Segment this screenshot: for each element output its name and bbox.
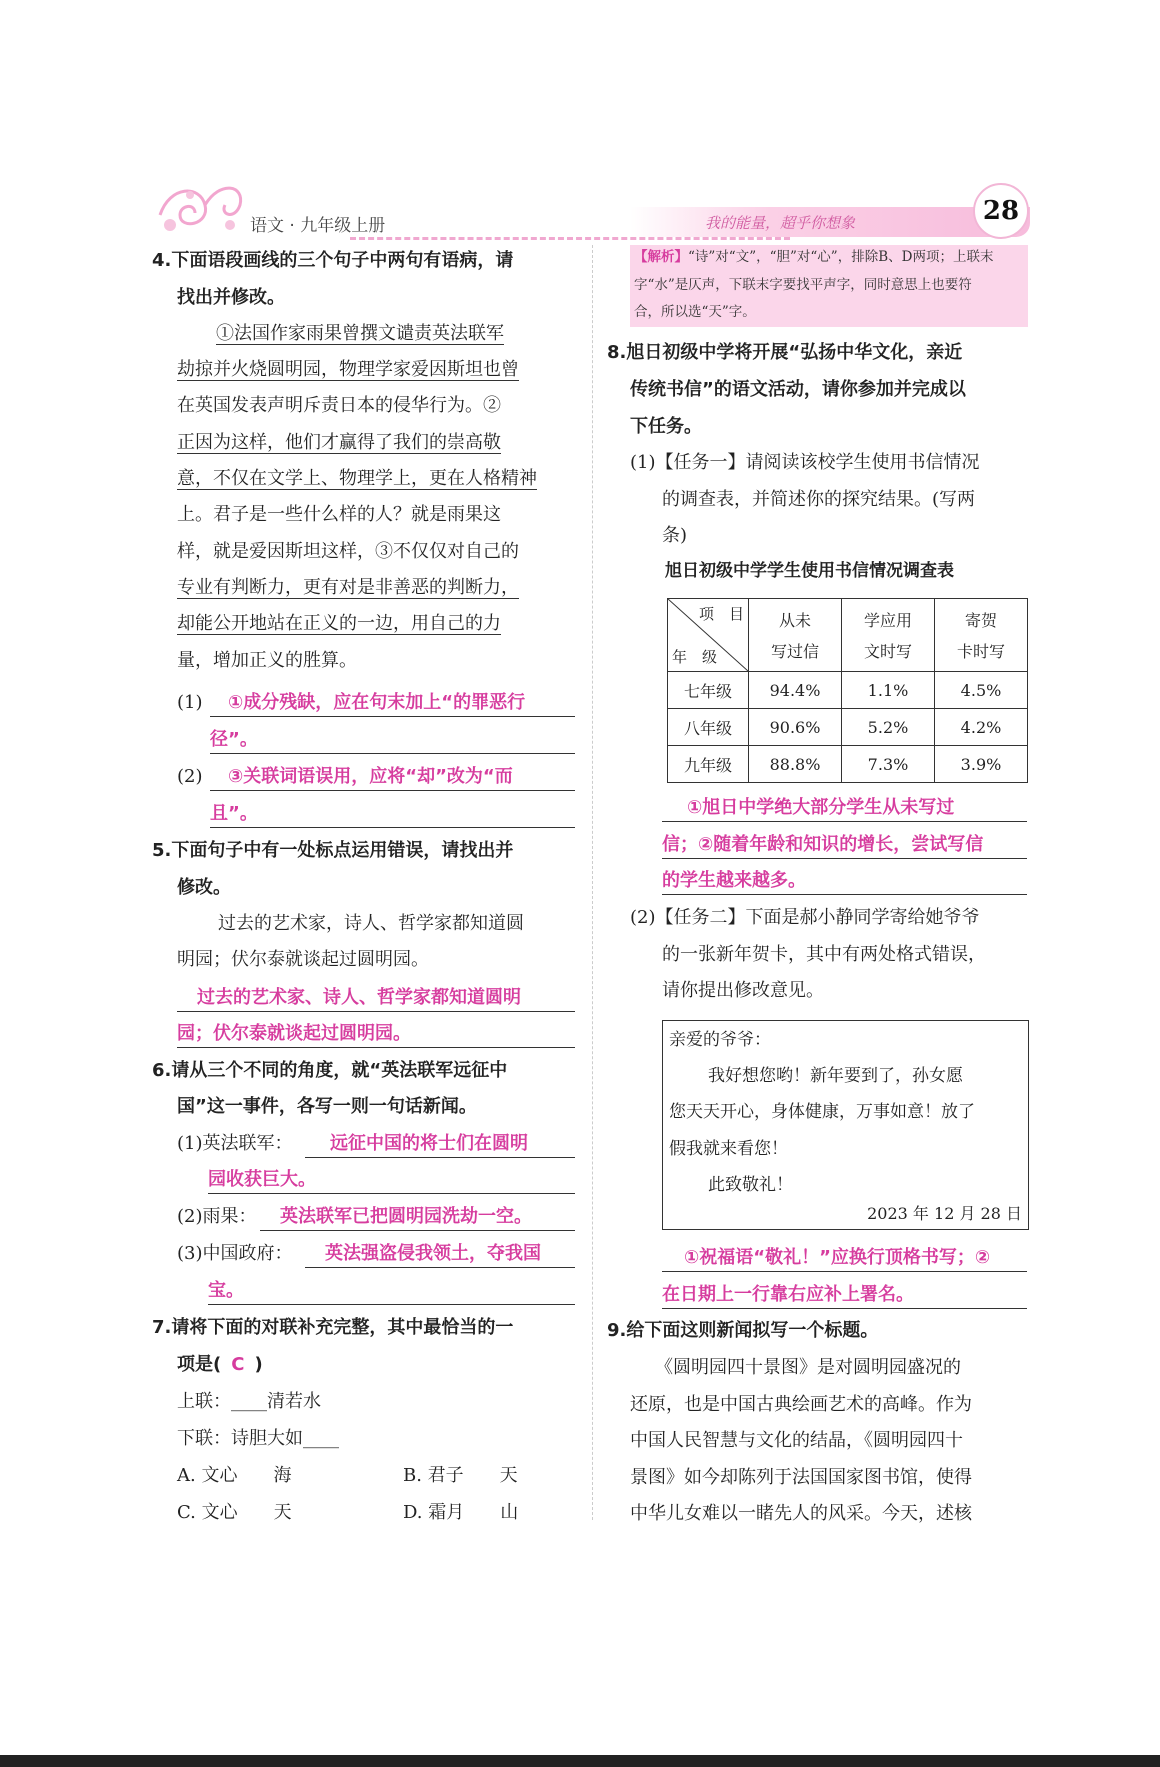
- q5-sentence-cont: 明园；伏尔泰就谈起过圆明园。: [177, 949, 429, 970]
- q6-stem-2: 国”这一事件，各写一则一句话新闻。: [177, 1096, 477, 1117]
- q4-answer-2: ③关联词语误用，应将“却”改为“而: [210, 764, 575, 791]
- analysis-box: [630, 245, 1028, 327]
- q9-news-line: 中华儿女难以一睹先人的风采。今天，述核: [630, 1503, 972, 1524]
- column-divider: [592, 245, 593, 1520]
- q8-task-2: (2)【任务二】下面是郝小静同学寄给她爷爷: [630, 907, 980, 928]
- q6-item-3-label: (3)中国政府：: [177, 1243, 293, 1264]
- analysis-tag: 【解析】: [634, 249, 688, 265]
- q5-answer-cont: 园；伏尔泰就谈起过圆明园。: [177, 1021, 575, 1048]
- q4-passage-line: 正因为这样，他们才赢得了我们的崇高敬: [177, 432, 501, 453]
- greeting-card: [662, 1020, 1029, 1230]
- page-number: 28: [973, 183, 1029, 239]
- q6-item-1-answer: 远征中国的将士们在圆明: [305, 1131, 575, 1158]
- q8-task-2-cont: 的一张新年贺卡，其中有两处格式错误，: [662, 944, 986, 965]
- slogan: 我的能量，超乎你想象: [705, 214, 856, 232]
- q9-news-line: 还原，也是中国古典绘画艺术的高峰。作为: [630, 1394, 972, 1415]
- q6-item-1-answer-cont: 园收获巨大。: [208, 1167, 575, 1194]
- q5-stem-2: 修改。: [177, 877, 231, 898]
- survey-table: [667, 598, 1028, 783]
- q5-answer: 过去的艺术家、诗人、哲学家都知道圆明: [177, 985, 575, 1012]
- q8-task-1: (1)【任务一】请阅读该校学生使用书信情况: [630, 452, 980, 473]
- q4-passage-line: 量，增加正义的胜算。: [177, 650, 357, 671]
- card-body: 您天天开心，身体健康，万事如意！放了: [669, 1102, 975, 1122]
- q4-passage-line: 在英国发表声明斥责日本的侵华行为。②: [177, 395, 501, 416]
- q7-option-c: C. 文心 天: [177, 1502, 292, 1523]
- q7-stem-1: 7.请将下面的对联补充完整，其中最恰当的一: [152, 1317, 514, 1338]
- q7-answer: C: [231, 1354, 245, 1375]
- q7-lower-couplet: 下联：诗胆大如____: [177, 1428, 339, 1449]
- q9-news-line: 《圆明园四十景图》是对圆明园盛况的: [655, 1357, 961, 1378]
- table-header-cell: 从未 写过信: [749, 599, 842, 672]
- q8-task-1-answer: ①旭日中学绝大部分学生从未写过: [662, 795, 1027, 822]
- table-row: 九年级 88.8% 7.3% 3.9%: [668, 746, 1028, 783]
- q4-passage-line: 上。君子是一些什么样的人？就是雨果这: [177, 504, 501, 525]
- card-body: 我好想您哟！新年要到了，孙女愿: [708, 1066, 963, 1086]
- q7-option-a: A. 文心 海: [177, 1465, 292, 1486]
- floral-logo-icon: [150, 175, 260, 245]
- q4-passage-line: 样，就是爱因斯坦这样，③不仅仅对自己的: [177, 541, 519, 562]
- card-date: 2023 年 12 月 28 日: [867, 1204, 1022, 1223]
- q4-passage-line: 劫掠并火烧圆明园，物理学家爱因斯坦也曾: [177, 359, 519, 380]
- q6-item-3-answer-cont: 宝。: [208, 1278, 575, 1305]
- q8-task-1-cont: 的调查表，并简述你的探究结果。(写两: [662, 489, 976, 510]
- analysis-line: 合，所以选“天”字。: [634, 304, 756, 320]
- q7-option-b: B. 君子 天: [403, 1465, 518, 1486]
- q4-passage-line: 却能公开地站在正义的一边，用自己的力: [177, 613, 501, 634]
- q4-answer-1-label: (1): [177, 692, 203, 713]
- q4-passage-line: 专业有判断力，更有对是非善恶的判断力，: [177, 577, 519, 598]
- q8-task-1-answer-cont: 信；②随着年龄和知识的增长，尝试写信: [662, 832, 1027, 859]
- table-row: 七年级 94.4% 1.1% 4.5%: [668, 672, 1028, 709]
- q4-answer-2-label: (2): [177, 766, 203, 787]
- q8-task-1-answer-cont: 的学生越来越多。: [662, 868, 1027, 895]
- q8-task-2-answer: ①祝福语“敬礼！”应换行顶格书写；②: [662, 1245, 1027, 1272]
- q6-item-2-answer: 英法联军已把圆明园洗劫一空。: [260, 1204, 575, 1231]
- table-row: 八年级 90.6% 5.2% 4.2%: [668, 709, 1028, 746]
- table-header-cell: 寄贺 卡时写: [935, 599, 1028, 672]
- analysis-line: 【解析】“诗”对“文”，“胆”对“心”，排除B、D两项；上联末: [634, 249, 994, 265]
- q9-news-line: 中国人民智慧与文化的结晶，《圆明园四十: [630, 1430, 963, 1451]
- table-header-cell: 学应用 文时写: [842, 599, 935, 672]
- q4-answer-2-cont: 且”。: [210, 801, 575, 828]
- q5-stem-1: 5.下面句子中有一处标点运用错误，请找出并: [152, 840, 514, 861]
- q4-answer-1: ①成分残缺，应在句末加上“的罪恶行: [210, 690, 575, 717]
- q4-stem-2: 找出并修改。: [177, 287, 285, 308]
- q6-item-1-label: (1)英法联军：: [177, 1133, 293, 1154]
- card-body: 假我就来看您！: [669, 1139, 788, 1159]
- q4-passage-line: ①法国作家雨果曾撰文谴责英法联军: [216, 323, 504, 344]
- page-header: [150, 175, 1030, 245]
- q9-stem: 9.给下面这则新闻拟写一个标题。: [607, 1320, 879, 1341]
- q8-task-1-cont: 条): [662, 525, 688, 546]
- q7-option-d: D. 霜月 山: [403, 1502, 519, 1523]
- q6-stem-1: 6.请从三个不同的角度，就“英法联军远征中: [152, 1060, 508, 1081]
- q8-stem-2: 传统书信”的语文活动，请你参加并完成以: [630, 379, 966, 400]
- q6-item-2-label: (2)雨果：: [177, 1206, 257, 1227]
- q4-passage-line: 意，不仅在文学上、物理学上，更在人格精神: [177, 468, 537, 489]
- q7-upper-couplet: 上联：____清若水: [177, 1391, 321, 1412]
- q9-news-line: 景图》如今却陈列于法国国家图书馆，使得: [630, 1467, 972, 1488]
- card-salutation: 亲爱的爷爷：: [669, 1030, 771, 1050]
- table-corner-cell: 项 目 年 级: [668, 599, 749, 672]
- q6-item-3-answer: 英法强盗侵我领土，夺我国: [305, 1241, 575, 1268]
- analysis-line: 字“水”是仄声，下联末字要找平声字，同时意思上也要符: [634, 277, 972, 293]
- q8-task-2-cont: 请你提出修改意见。: [662, 980, 824, 1001]
- q8-task-2-answer-cont: 在日期上一行靠右应补上署名。: [662, 1282, 1027, 1309]
- q4-answer-1-cont: 径”。: [210, 727, 575, 754]
- survey-table-title: 旭日初级中学学生使用书信情况调查表: [665, 561, 954, 581]
- card-closing: 此致敬礼！: [708, 1175, 793, 1195]
- q7-stem-2: 项是( C ): [177, 1354, 263, 1375]
- q8-stem-1: 8.旭日初级中学将开展“弘扬中华文化，亲近: [607, 342, 963, 363]
- q5-sentence: 过去的艺术家，诗人、哲学家都知道圆: [218, 913, 524, 934]
- q8-stem-3: 下任务。: [630, 416, 702, 437]
- bottom-bar: [0, 1755, 1160, 1767]
- book-title: 语文 · 九年级上册: [250, 216, 386, 236]
- header-divider: [350, 237, 790, 240]
- q4-stem-1: 4.下面语段画线的三个句子中两句有语病，请: [152, 250, 514, 271]
